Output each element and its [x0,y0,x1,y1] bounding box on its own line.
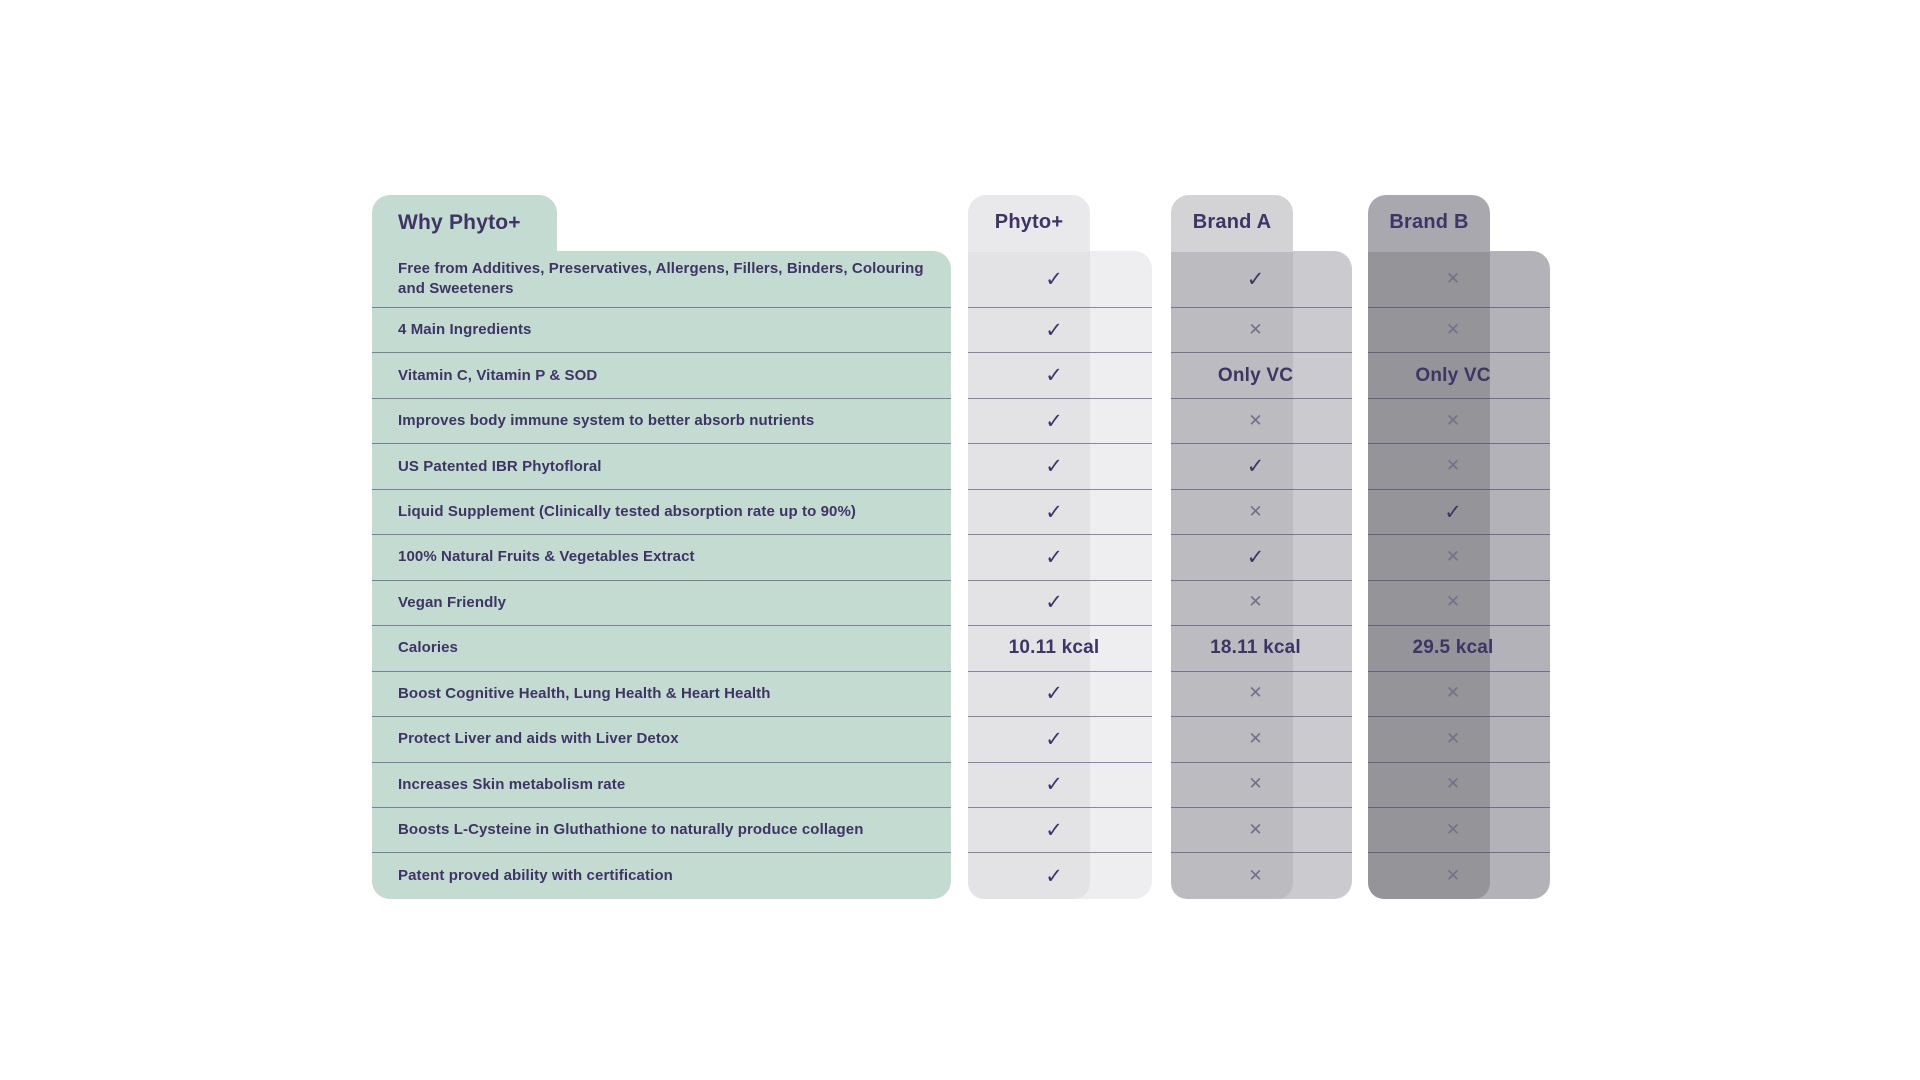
feature-label: Vitamin C, Vitamin P & SOD [398,366,598,384]
feature-row [372,490,951,535]
cell-value: Only VC [1415,364,1491,386]
check-icon: ✓ [1045,408,1063,433]
check-icon: ✓ [1246,544,1265,569]
comparison-cell [1171,581,1352,626]
feature-row [372,444,951,489]
comparison-cell [1368,251,1550,308]
cross-icon: ✕ [1445,683,1461,704]
column-cells [1171,251,1352,899]
comparison-cell [968,853,1152,898]
feature-row [372,251,951,308]
cross-icon: ✕ [1248,319,1263,340]
cross-icon: ✕ [1248,592,1263,613]
feature-table-header-tab [372,195,557,252]
feature-label: Vegan Friendly [398,593,507,611]
comparison-cell [1368,672,1550,717]
column-header-label: Phyto+ [994,211,1064,233]
cross-icon: ✕ [1248,683,1263,704]
cross-icon: ✕ [1445,592,1461,613]
column-header-tab [1171,195,1293,252]
check-icon: ✓ [1246,266,1265,291]
feature-label: US Patented IBR Phytofloral [398,457,602,475]
comparison-cell [968,399,1152,444]
comparison-cell [968,308,1152,353]
check-icon: ✓ [1045,266,1063,291]
comparison-cell [1171,853,1352,898]
comparison-cell [968,672,1152,717]
feature-label: Protect Liver and aids with Liver Detox [398,730,679,748]
cross-icon: ✕ [1248,410,1263,431]
comparison-cell [1171,535,1352,580]
comparison-cell [1171,626,1352,671]
comparison-cell [1368,308,1550,353]
cross-icon: ✕ [1445,268,1461,289]
cross-icon: ✕ [1445,728,1461,749]
comparison-cell [1368,353,1550,398]
feature-row [372,308,951,353]
comparison-cell [1368,808,1550,853]
column-cells [1368,251,1550,899]
column-header-tab [1368,195,1490,252]
feature-row [372,672,951,717]
comparison-cell [1171,353,1352,398]
comparison-cell [1171,490,1352,535]
comparison-cell [1368,763,1550,808]
cross-icon: ✕ [1445,865,1461,886]
column-cells [968,251,1152,899]
cross-icon: ✕ [1248,728,1263,749]
feature-row [372,399,951,444]
cross-icon: ✕ [1445,546,1461,567]
cell-value: Only VC [1217,364,1294,386]
comparison-cell [968,717,1152,762]
check-icon: ✓ [1045,726,1063,751]
cross-icon: ✕ [1445,456,1461,477]
cell-value: 18.11 kcal [1210,637,1301,659]
comparison-cell [1171,399,1352,444]
cross-icon: ✕ [1445,410,1461,431]
comparison-cell [1368,581,1550,626]
comparison-cell [1171,717,1352,762]
comparison-cell [1368,853,1550,898]
comparison-cell [968,535,1152,580]
feature-label: Liquid Supplement (Clinically tested absorption rate up to 90%) [398,503,857,521]
cross-icon: ✕ [1248,819,1263,840]
feature-table [372,251,951,899]
feature-label: Free from Additives, Preservatives, Allergens, Fillers, Binders, Colouring and Sweeteners [398,260,924,297]
column-header-label: Brand A [1192,211,1272,233]
cross-icon: ✕ [1445,819,1461,840]
feature-label: Boost Cognitive Health, Lung Health & Heart Health [398,684,771,702]
comparison-cell [968,581,1152,626]
feature-label: Increases Skin metabolism rate [398,775,626,793]
check-icon: ✓ [1045,363,1063,388]
chart-title: Why Phyto+ [398,211,521,234]
comparison-cell [968,490,1152,535]
feature-label: Calories [398,639,458,657]
comparison-cell [1171,251,1352,308]
cross-icon: ✕ [1445,774,1461,795]
comparison-cell [1368,717,1550,762]
comparison-cell [1368,490,1550,535]
feature-label: 100% Natural Fruits & Vegetables Extract [398,548,695,566]
comparison-cell [968,763,1152,808]
comparison-cell [1171,763,1352,808]
comparison-cell [1171,444,1352,489]
cross-icon: ✕ [1248,865,1263,886]
comparison-cell [1368,626,1550,671]
feature-label: 4 Main Ingredients [398,321,532,339]
feature-row [372,535,951,580]
check-icon: ✓ [1246,454,1265,479]
check-icon: ✓ [1045,590,1063,615]
cross-icon: ✕ [1248,501,1263,522]
feature-label: Patent proved ability with certification [398,867,673,885]
check-icon: ✓ [1045,681,1063,706]
comparison-cell [968,251,1152,308]
comparison-cell [968,808,1152,853]
brand-column-brand-a [1171,195,1352,900]
feature-label: Boosts L-Cysteine in Gluthathione to naturally produce collagen [398,821,864,839]
cross-icon: ✕ [1248,774,1263,795]
comparison-cell [1171,672,1352,717]
check-icon: ✓ [1045,863,1063,888]
column-header-label: Brand B [1389,211,1469,233]
check-icon: ✓ [1444,499,1462,524]
comparison-cell [1171,808,1352,853]
brand-column-brand-b [1368,195,1550,900]
feature-row [372,581,951,626]
feature-row [372,853,951,898]
check-icon: ✓ [1045,544,1063,569]
feature-label: Improves body immune system to better absorb nutrients [398,412,815,430]
check-icon: ✓ [1045,317,1063,342]
cell-value: 10.11 kcal [1008,637,1100,659]
comparison-cell [1368,444,1550,489]
comparison-cell [968,353,1152,398]
check-icon: ✓ [1045,499,1063,524]
comparison-cell [1368,535,1550,580]
feature-row [372,717,951,762]
comparison-cell [1171,308,1352,353]
cross-icon: ✕ [1445,319,1461,340]
brand-column-phyto [968,195,1152,900]
feature-row [372,808,951,853]
feature-row [372,353,951,398]
check-icon: ✓ [1045,772,1063,797]
comparison-cell [968,626,1152,671]
feature-row [372,626,951,671]
feature-row [372,763,951,808]
column-header-tab [968,195,1090,252]
cell-value: 29.5 kcal [1412,637,1494,659]
check-icon: ✓ [1045,454,1063,479]
comparison-cell [968,444,1152,489]
comparison-cell [1368,399,1550,444]
check-icon: ✓ [1045,817,1063,842]
